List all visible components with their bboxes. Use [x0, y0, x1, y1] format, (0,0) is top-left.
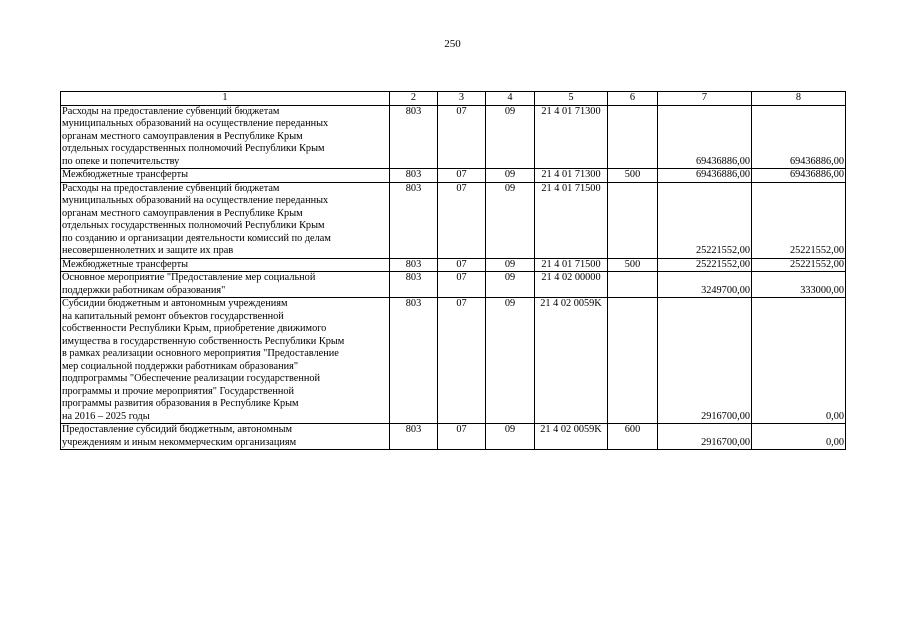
table-row	[61, 272, 846, 298]
target-article-code: 21 4 01 71500	[535, 258, 608, 272]
subsection-code: 09	[486, 272, 535, 298]
column-header: 1	[61, 92, 390, 106]
column-header: 6	[608, 92, 658, 106]
ministry-code: 803	[390, 272, 438, 298]
amount-col7: 2916700,00	[658, 298, 752, 424]
expense-name: Межбюджетные трансферты	[61, 169, 390, 183]
column-header: 4	[486, 92, 535, 106]
amount-col7: 69436886,00	[658, 105, 752, 169]
amount-col7: 25221552,00	[658, 182, 752, 258]
amount-col8: 0,00	[752, 424, 846, 450]
amount-col7: 25221552,00	[658, 258, 752, 272]
amount-col8: 25221552,00	[752, 182, 846, 258]
table-row	[61, 298, 846, 424]
section-code: 07	[438, 105, 486, 169]
column-header: 3	[438, 92, 486, 106]
target-article-code: 21 4 01 71500	[535, 182, 608, 258]
target-article-code: 21 4 01 71300	[535, 169, 608, 183]
subsection-code: 09	[486, 424, 535, 450]
expense-type-code: 600	[608, 424, 658, 450]
section-code: 07	[438, 272, 486, 298]
table-row	[61, 169, 846, 183]
target-article-code: 21 4 02 00000	[535, 272, 608, 298]
section-code: 07	[438, 424, 486, 450]
ministry-code: 803	[390, 169, 438, 183]
section-code: 07	[438, 258, 486, 272]
table-row	[61, 258, 846, 272]
expense-type-code: 500	[608, 169, 658, 183]
expense-name: Предоставление субсидий бюджетным, автономным учреждениям и иным некоммерческим организациям	[61, 424, 390, 450]
section-code: 07	[438, 182, 486, 258]
expense-type-code	[608, 272, 658, 298]
subsection-code: 09	[486, 182, 535, 258]
amount-col8: 333000,00	[752, 272, 846, 298]
amount-col8: 69436886,00	[752, 105, 846, 169]
subsection-code: 09	[486, 169, 535, 183]
target-article-code: 21 4 02 0059K	[535, 298, 608, 424]
amount-col7: 3249700,00	[658, 272, 752, 298]
section-code: 07	[438, 169, 486, 183]
subsection-code: 09	[486, 258, 535, 272]
expense-type-code	[608, 105, 658, 169]
subsection-code: 09	[486, 298, 535, 424]
expense-name: Субсидии бюджетным и автономным учреждениям на капитальный ремонт объектов государственной собственности Республики Крым, приобретение движимого имущества в государственную собственность Республики Крым в рамках реализации основного мероприятия "Предоставление мер социальной поддержки работникам образования" подпрограммы "Обеспечение реализации государственной программы и прочие мероприятия" Государственной программы развития образования в Республике Крым на 2016 – 2025 годы	[61, 298, 390, 424]
table-row	[61, 424, 846, 450]
expense-name: Основное мероприятие "Предоставление мер социальной поддержки работникам образования"	[61, 272, 390, 298]
page-number: 250	[444, 38, 461, 50]
target-article-code: 21 4 01 71300	[535, 105, 608, 169]
column-header: 8	[752, 92, 846, 106]
table-row	[61, 182, 846, 258]
table-row	[61, 105, 846, 169]
header-row	[61, 92, 846, 106]
budget-table	[60, 91, 846, 450]
target-article-code: 21 4 02 0059K	[535, 424, 608, 450]
amount-col8: 69436886,00	[752, 169, 846, 183]
amount-col8: 25221552,00	[752, 258, 846, 272]
section-code: 07	[438, 298, 486, 424]
column-header: 7	[658, 92, 752, 106]
expense-name: Межбюджетные трансферты	[61, 258, 390, 272]
column-header: 2	[390, 92, 438, 106]
amount-col8: 0,00	[752, 298, 846, 424]
expense-name: Расходы на предоставление субвенций бюджетам муниципальных образований на осуществление переданных органам местного самоуправления в Республике Крым отдельных государственных полномочий Республики Крым по опеке и попечительству	[61, 105, 390, 169]
expense-type-code	[608, 298, 658, 424]
ministry-code: 803	[390, 424, 438, 450]
expense-type-code: 500	[608, 258, 658, 272]
ministry-code: 803	[390, 182, 438, 258]
expense-type-code	[608, 182, 658, 258]
ministry-code: 803	[390, 105, 438, 169]
expense-name: Расходы на предоставление субвенций бюджетам муниципальных образований на осуществление переданных органам местного самоуправления в Республике Крым отдельных государственных полномочий Республики Крым по созданию и организации деятельности комиссий по делам несовершеннолетних и защите их прав	[61, 182, 390, 258]
subsection-code: 09	[486, 105, 535, 169]
column-header: 5	[535, 92, 608, 106]
amount-col7: 2916700,00	[658, 424, 752, 450]
ministry-code: 803	[390, 258, 438, 272]
amount-col7: 69436886,00	[658, 169, 752, 183]
ministry-code: 803	[390, 298, 438, 424]
